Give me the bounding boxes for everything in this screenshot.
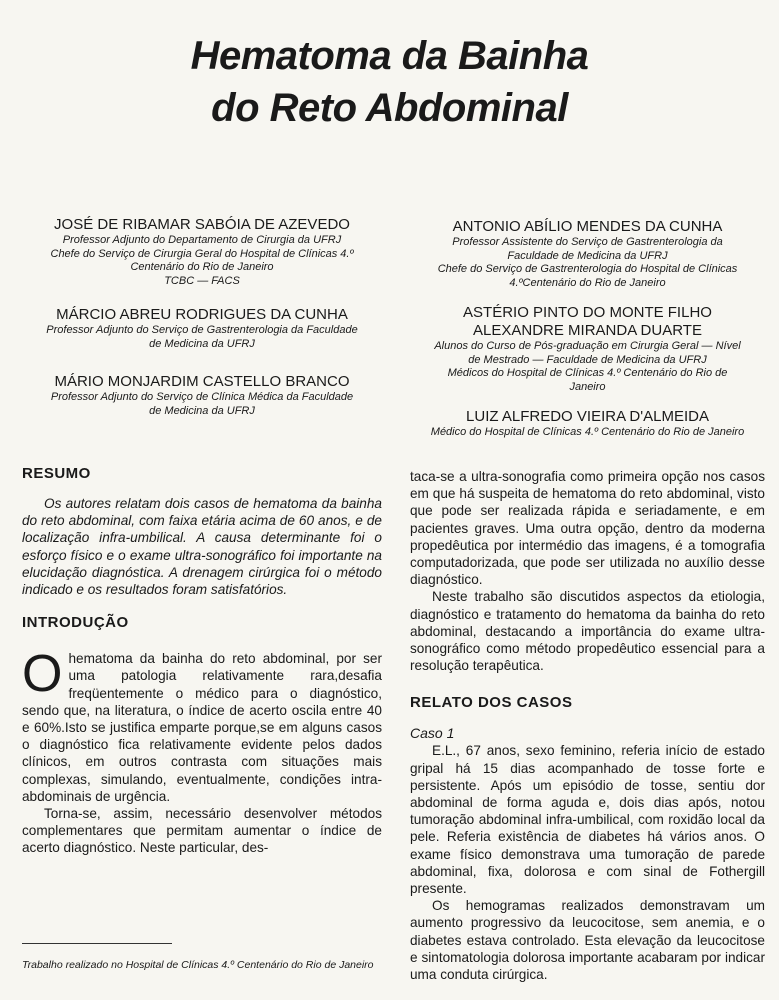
intro-paragraph-3: Neste trabalho são discutidos aspectos da etiologia, diagnóstico e tratamento do hematoma da bainha do reto abdominal, destacando a importância do exame ultra-sonográfico como método propedêutico essencial para a resolução terapêutica. <box>410 589 765 674</box>
intro-paragraph-1-text: hematoma da bainha do reto abdominal, por ser uma patologia relativamente rara,desafia freqüentemente o médico para o diagnóstico, sendo que, na literatura, o índice de acerto oscila entre 40 e 60%.Isto se justifica emparte porque,se em alguns casos o diagnóstico fica relativamente evidente pelos dados clínicos, em outros contrasta com situações mais complexas, simulando, eventualmente, condições intra-abdominais de urgência. <box>22 651 382 804</box>
author-affiliation: Professor Adjunto do Departamento de Cirurgia da UFRJ <box>62 234 342 246</box>
author-block <box>22 373 382 418</box>
case-heading: Caso 1 <box>410 725 455 742</box>
author-affiliation: de Medicina da UFRJ <box>149 404 255 417</box>
author-affiliation: Médico do Hospital de Clínicas 4.º Centenário do Rio de Janeiro <box>430 426 745 438</box>
author-name: MÁRCIO ABREU RODRIGUES DA CUNHA <box>56 306 348 323</box>
title-line-1: Hematoma da Bainha <box>190 34 589 78</box>
body-left-column <box>22 465 382 857</box>
author-block <box>410 408 765 440</box>
case-paragraph-1: E.L., 67 anos, sexo feminino, referia início de estado gripal há 15 dias acompanhado de tosse forte e persistente. Após um episódio de tosse, sentiu dor abdominal de forma aguda e, dois dias após, notou tumoração abdominal infra-umbilical, com roxidão local da pele. Referia existência de diabetes há vários anos. O exame físico demonstrava uma tumoração de parede abdominal, fixa, dolorosa e com sinal de Fothergill presente. <box>410 743 765 897</box>
author-affiliation: Professor Adjunto do Serviço de Gastrenterologia da Faculdade <box>46 324 358 336</box>
intro-continuation-paragraph: taca-se a ultra-sonografia como primeira opção nos casos em que há suspeita de hematoma do reto abdominal, visto que pode ser realizada rápida e seriadamente, e em pacientes graves. Uma outra opção, dentro da moderna propedêutica por intermédio das imagens, é a tomografia computadorizada, que pode ser utilizada no auxílio desse diagnóstico. <box>410 469 765 588</box>
footnote-rule <box>22 943 172 944</box>
author-affiliation: de Mestrado — Faculdade de Medicina da UFRJ <box>468 353 707 366</box>
author-name: ASTÉRIO PINTO DO MONTE FILHO ALEXANDRE MIRANDA DUARTE <box>463 304 712 339</box>
author-block <box>410 304 765 394</box>
author-block <box>410 218 765 290</box>
author-affiliation: Faculdade de Medicina da UFRJ <box>507 249 668 262</box>
section-heading-resumo: RESUMO <box>22 465 91 482</box>
author-affiliation: Chefe do Serviço de Cirurgia Geral do Hospital de Clínicas 4.º <box>50 247 354 260</box>
drop-cap: O <box>22 645 63 704</box>
author-affiliation: de Medicina da UFRJ <box>149 337 255 350</box>
author-affiliation: Janeiro <box>569 380 606 393</box>
intro-paragraph-2: Torna-se, assim, necessário desenvolver métodos complementares que permitam aumentar o índice de acerto diagnóstico. Neste particular, des- <box>22 806 382 856</box>
author-name: LUIZ ALFREDO VIEIRA D'ALMEIDA <box>466 408 709 425</box>
author-affiliation: Centenário do Rio de Janeiro <box>130 261 274 273</box>
footnote: Trabalho realizado no Hospital de Clínicas 4.º Centenário do Rio de Janeiro <box>22 958 374 971</box>
authors-right <box>410 218 765 454</box>
author-affiliation: Médicos do Hospital de Clínicas 4.º Centenário do Rio de <box>447 367 728 379</box>
section-heading-relato: RELATO DOS CASOS <box>410 694 573 712</box>
author-block <box>22 306 382 351</box>
title-line-2: do Reto Abdominal <box>211 86 568 130</box>
author-name: JOSÉ DE RIBAMAR SABÓIA DE AZEVEDO <box>54 216 350 233</box>
author-name: MÁRIO MONJARDIM CASTELLO BRANCO <box>54 373 350 390</box>
article-title <box>0 30 779 134</box>
author-block <box>22 216 382 288</box>
author-affiliation: Professor Assistente do Serviço de Gastrenterologia da <box>452 236 723 248</box>
author-name: ANTONIO ABÍLIO MENDES DA CUNHA <box>452 218 723 235</box>
body-right-column <box>410 468 765 983</box>
section-heading-introducao: INTRODUÇÃO <box>22 614 129 632</box>
author-affiliation: Professor Adjunto do Serviço de Clínica Médica da Faculdade <box>50 391 354 403</box>
case-paragraph-2: Os hemogramas realizados demonstravam um aumento progressivo da leucocitose, sem anemia, e o diabetes estava controlado. Esta elevação da leucocitose e sintomatologia dolorosa importante acabaram por indicar uma conduta cirúrgica. <box>410 898 765 983</box>
intro-paragraph-1 <box>22 645 382 805</box>
author-affiliation: Alunos do Curso de Pós-graduação em Cirurgia Geral — Nível <box>434 340 741 352</box>
authors-left <box>22 216 382 432</box>
author-affiliation: TCBC — FACS <box>164 274 240 287</box>
abstract-text: Os autores relatam dois casos de hematoma da bainha do reto abdominal, com faixa etária acima de 60 anos, e de localização infra-umbilical. A causa determinante foi o esforço físico e o exame ultra-sonográfico foi importante na elucidação diagnóstica. A drenagem cirúrgica foi o método indicado e os resultados foram satisfatórios. <box>22 496 382 598</box>
author-affiliation: Chefe do Serviço de Gastrenterologia do Hospital de Clínicas <box>437 263 738 275</box>
author-affiliation: 4.ºCentenário do Rio de Janeiro <box>509 276 666 289</box>
